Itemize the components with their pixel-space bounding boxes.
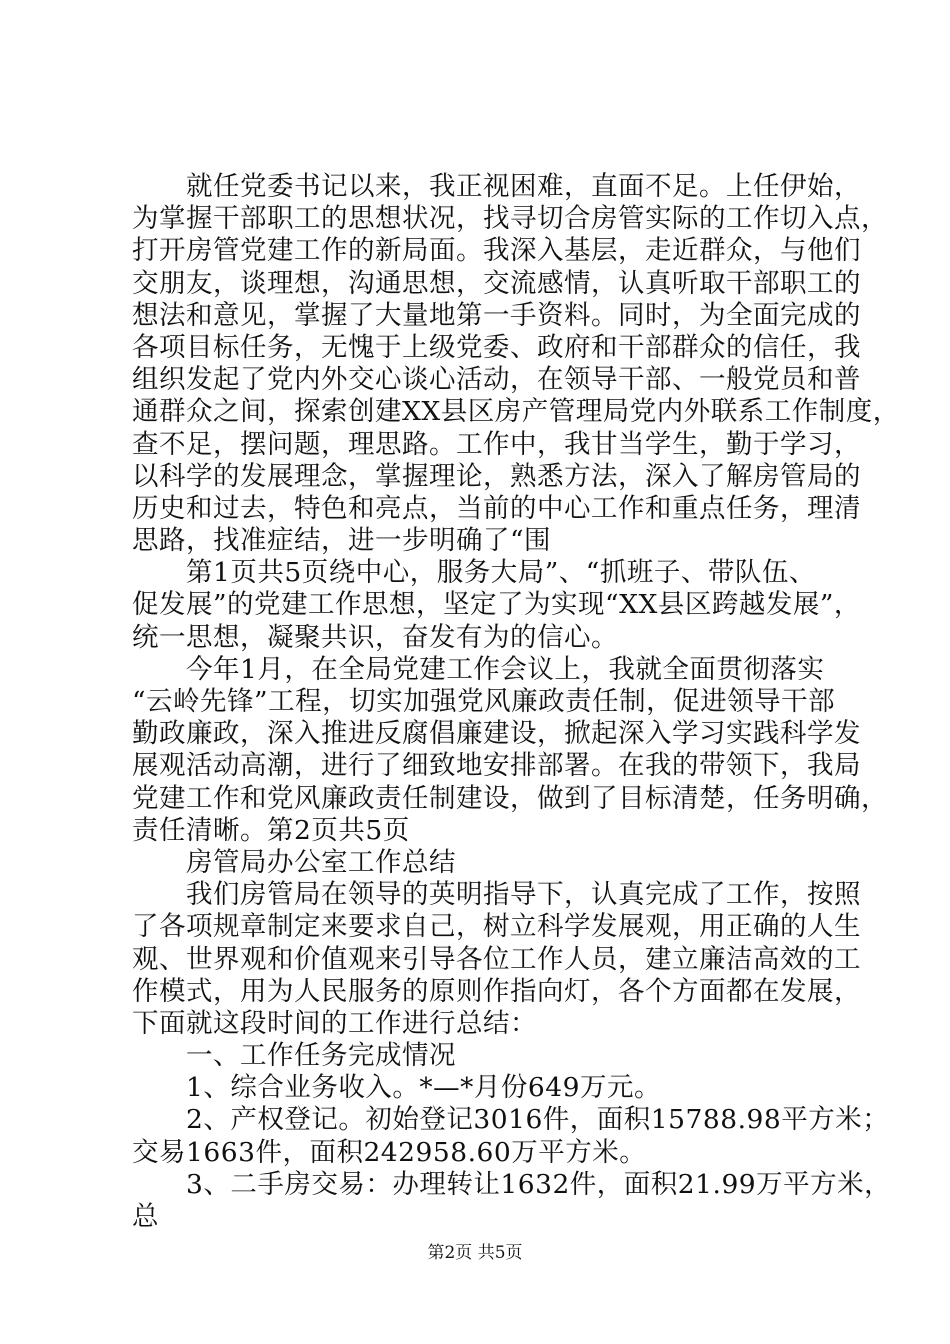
text-line: 各项目标任务，无愧于上级党委、政府和干部群众的信任，我 — [132, 331, 861, 363]
text-line: 观、世界观和价值观来引导各位工作人员，建立廉洁高效的工 — [132, 943, 861, 975]
text-line: 为掌握干部职工的思想状况，找寻切合房管实际的工作切入点， — [132, 203, 888, 235]
text-line: 通群众之间，探索创建XX县区房产管理局党内外联系工作制度， — [132, 396, 900, 428]
text-line: 了各项规章制定来要求自己，树立科学发展观，用正确的人生 — [132, 911, 861, 943]
text-line: 就任党委书记以来，我正视困难，直面不足。上任伊始， — [132, 171, 861, 202]
text-line: 今年1月，在全局党建工作会议上，我就全面贯彻落实 — [132, 653, 825, 685]
text-line: 想法和意见，掌握了大量地第一手资料。同时，为全面完成的 — [132, 299, 861, 331]
text-line: 2、产权登记。初始登记3016件，面积15788.98平方米； — [132, 1104, 890, 1136]
text-line: 勤政廉政，深入推进反腐倡廉建设，掀起深入学习实践科学发 — [132, 718, 861, 750]
text-line: 交朋友，谈理想，沟通思想，交流感情，认真听取干部职工的 — [132, 267, 861, 299]
text-line: 作模式，用为人民服务的原则作指向灯，各个方面都在发展， — [132, 975, 861, 1007]
text-line: 组织发起了党内外交心谈心活动，在领导干部、一般党员和普 — [132, 364, 861, 396]
text-line: “云岭先锋”工程，切实加强党风廉政责任制，促进领导干部 — [132, 686, 836, 717]
text-line: 1、综合业务收入。*—*月份649万元。 — [132, 1072, 661, 1104]
section-heading: 一、工作任务完成情况 — [132, 1040, 456, 1072]
text-line: 下面就这段时间的工作进行总结： — [132, 1007, 537, 1039]
text-line: 责任清晰。第2页共5页 — [132, 814, 410, 846]
text-line: 3、二手房交易：办理转让1632件，面积21.99万平方米， — [132, 1168, 892, 1200]
text-line: 总 — [132, 1201, 159, 1232]
text-line: 历史和过去，特色和亮点，当前的中心工作和重点任务，理清 — [132, 492, 861, 524]
text-line: 思路，找准症结，进一步明确了“围 — [132, 525, 552, 557]
text-line: 我们房管局在领导的英明指导下，认真完成了工作，按照 — [132, 879, 861, 911]
text-line: 展观活动高潮，进行了细致地安排部署。在我的带领下，我局 — [132, 750, 861, 782]
text-line: 打开房管党建工作的新局面。我深入基层，走近群众，与他们 — [132, 235, 861, 267]
text-line: 党建工作和党风廉政责任制建设，做到了目标清楚，任务明确， — [132, 782, 888, 814]
text-line: 第1页共5页绕中心，服务大局”、“抓班子、带队伍、 — [132, 557, 816, 589]
text-line: 促发展”的党建工作思想，坚定了为实现“XX县区跨越发展”， — [132, 589, 861, 621]
text-line: 查不足，摆问题，理思路。工作中，我甘当学生，勤于学习， — [132, 428, 861, 460]
text-line: 交易1663件，面积242958.60万平方米。 — [132, 1136, 647, 1168]
section-title: 房管局办公室工作总结 — [132, 846, 456, 878]
text-line: 以科学的发展理念，掌握理论，熟悉方法，深入了解房管局的 — [132, 460, 861, 492]
page-footer: 第2页 共5页 — [427, 1243, 523, 1263]
text-line: 统一思想，凝聚共识，奋发有为的信心。 — [132, 621, 618, 653]
